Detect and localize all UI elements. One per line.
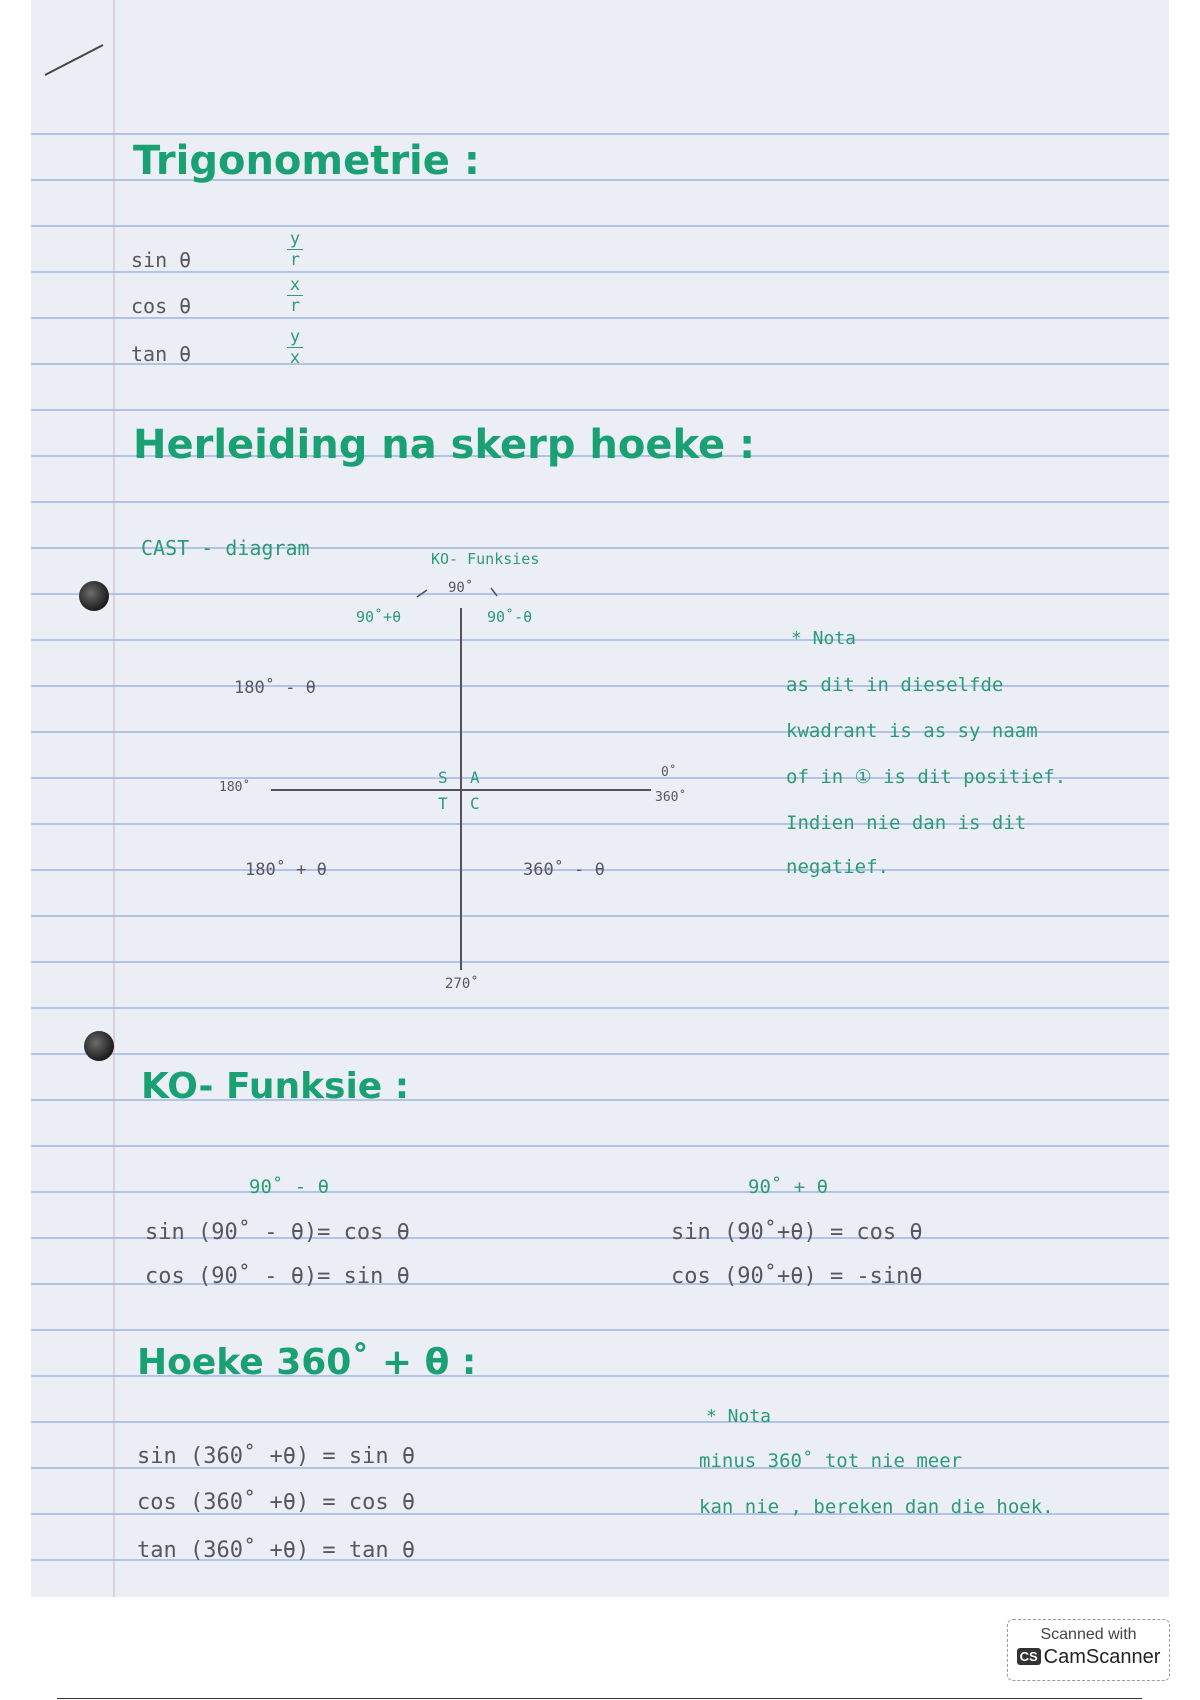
ratio-tan-num: y [289, 327, 301, 347]
ratio-cos-num: x [289, 275, 301, 295]
heading-herleiding: Herleiding na skerp hoeke : [133, 422, 756, 468]
nota1-line: kwadrant is as sy naam [786, 720, 1038, 742]
q1-ko-label: 90˚-θ [487, 608, 533, 626]
nota1-line: negatief. [786, 856, 889, 878]
ratio-sin-label: sin θ [131, 248, 192, 272]
heading-trigonometrie: Trigonometrie : [133, 138, 480, 184]
heading-hoeke-360: Hoeke 360˚ + θ : [137, 1342, 477, 1383]
binder-hole-bottom [84, 1031, 114, 1061]
ko-funksies-label: KO- Funksies [431, 550, 540, 568]
ratio-sin-fraction [287, 230, 303, 269]
nota1-line: as dit in dieselfde [786, 674, 1004, 696]
angle-180: 180˚ [219, 780, 251, 795]
footer-rule [57, 1698, 1142, 1699]
ko-right-line: sin (90˚+θ) = cos θ [671, 1220, 923, 1245]
ratio-tan-fraction [287, 328, 303, 367]
quadrant-a: A [470, 768, 480, 787]
nota2-title: * Nota [706, 1406, 772, 1427]
hoeke-line: sin (360˚ +θ) = sin θ [137, 1444, 416, 1469]
quadrant-t: T [438, 794, 448, 813]
camscanner-name: CamScanner [1043, 1646, 1161, 1668]
angle-90: 90˚ [448, 580, 474, 596]
q4-label: 360˚ - θ [523, 860, 605, 880]
nota1-line: of in ① is dit positief. [786, 766, 1067, 788]
scanned-with-text: Scanned with [1040, 1626, 1137, 1643]
notebook-page [31, 0, 1169, 1597]
camscanner-logo-icon: CS [1017, 1648, 1041, 1665]
angle-360: 360˚ [655, 790, 687, 805]
ratio-cos-den: r [289, 296, 301, 316]
quadrant-c: C [470, 794, 480, 813]
ratio-cos-label: cos θ [131, 294, 192, 318]
ko-left-title: 90˚ - θ [249, 1176, 330, 1198]
q2-label: 180˚ - θ [234, 678, 316, 698]
binder-hole-top [79, 581, 109, 611]
hoeke-line: cos (360˚ +θ) = cos θ [137, 1490, 416, 1515]
hoeke-line: tan (360˚ +θ) = tan θ [137, 1538, 416, 1563]
angle-270: 270˚ [445, 976, 479, 992]
ratio-tan-den: x [289, 348, 301, 368]
camscanner-watermark [1007, 1619, 1170, 1681]
nota2-line: minus 360˚ tot nie meer [699, 1450, 963, 1472]
nota1-title: * Nota [791, 628, 857, 649]
angle-0: 0˚ [661, 765, 677, 780]
q2-ko-label: 90˚+θ [356, 608, 402, 626]
q3-label: 180˚ + θ [245, 860, 327, 880]
ko-right-title: 90˚ + θ [748, 1176, 829, 1198]
ratio-sin-den: r [289, 250, 301, 270]
heading-ko-funksie: KO- Funksie : [141, 1066, 410, 1107]
ratio-tan-label: tan θ [131, 342, 192, 366]
ko-right-line: cos (90˚+θ) = -sinθ [671, 1264, 923, 1289]
quadrant-s: S [438, 768, 448, 787]
cast-label: CAST - diagram [141, 536, 310, 560]
ko-left-line: cos (90˚ - θ)= sin θ [145, 1264, 410, 1289]
ratio-sin-num: y [289, 229, 301, 249]
ko-left-line: sin (90˚ - θ)= cos θ [145, 1220, 410, 1245]
nota2-line: kan nie , bereken dan die hoek. [699, 1496, 1054, 1518]
ratio-cos-fraction [287, 276, 303, 315]
camscanner-brand [1008, 1646, 1169, 1669]
nota1-line: Indien nie dan is dit [786, 812, 1027, 834]
